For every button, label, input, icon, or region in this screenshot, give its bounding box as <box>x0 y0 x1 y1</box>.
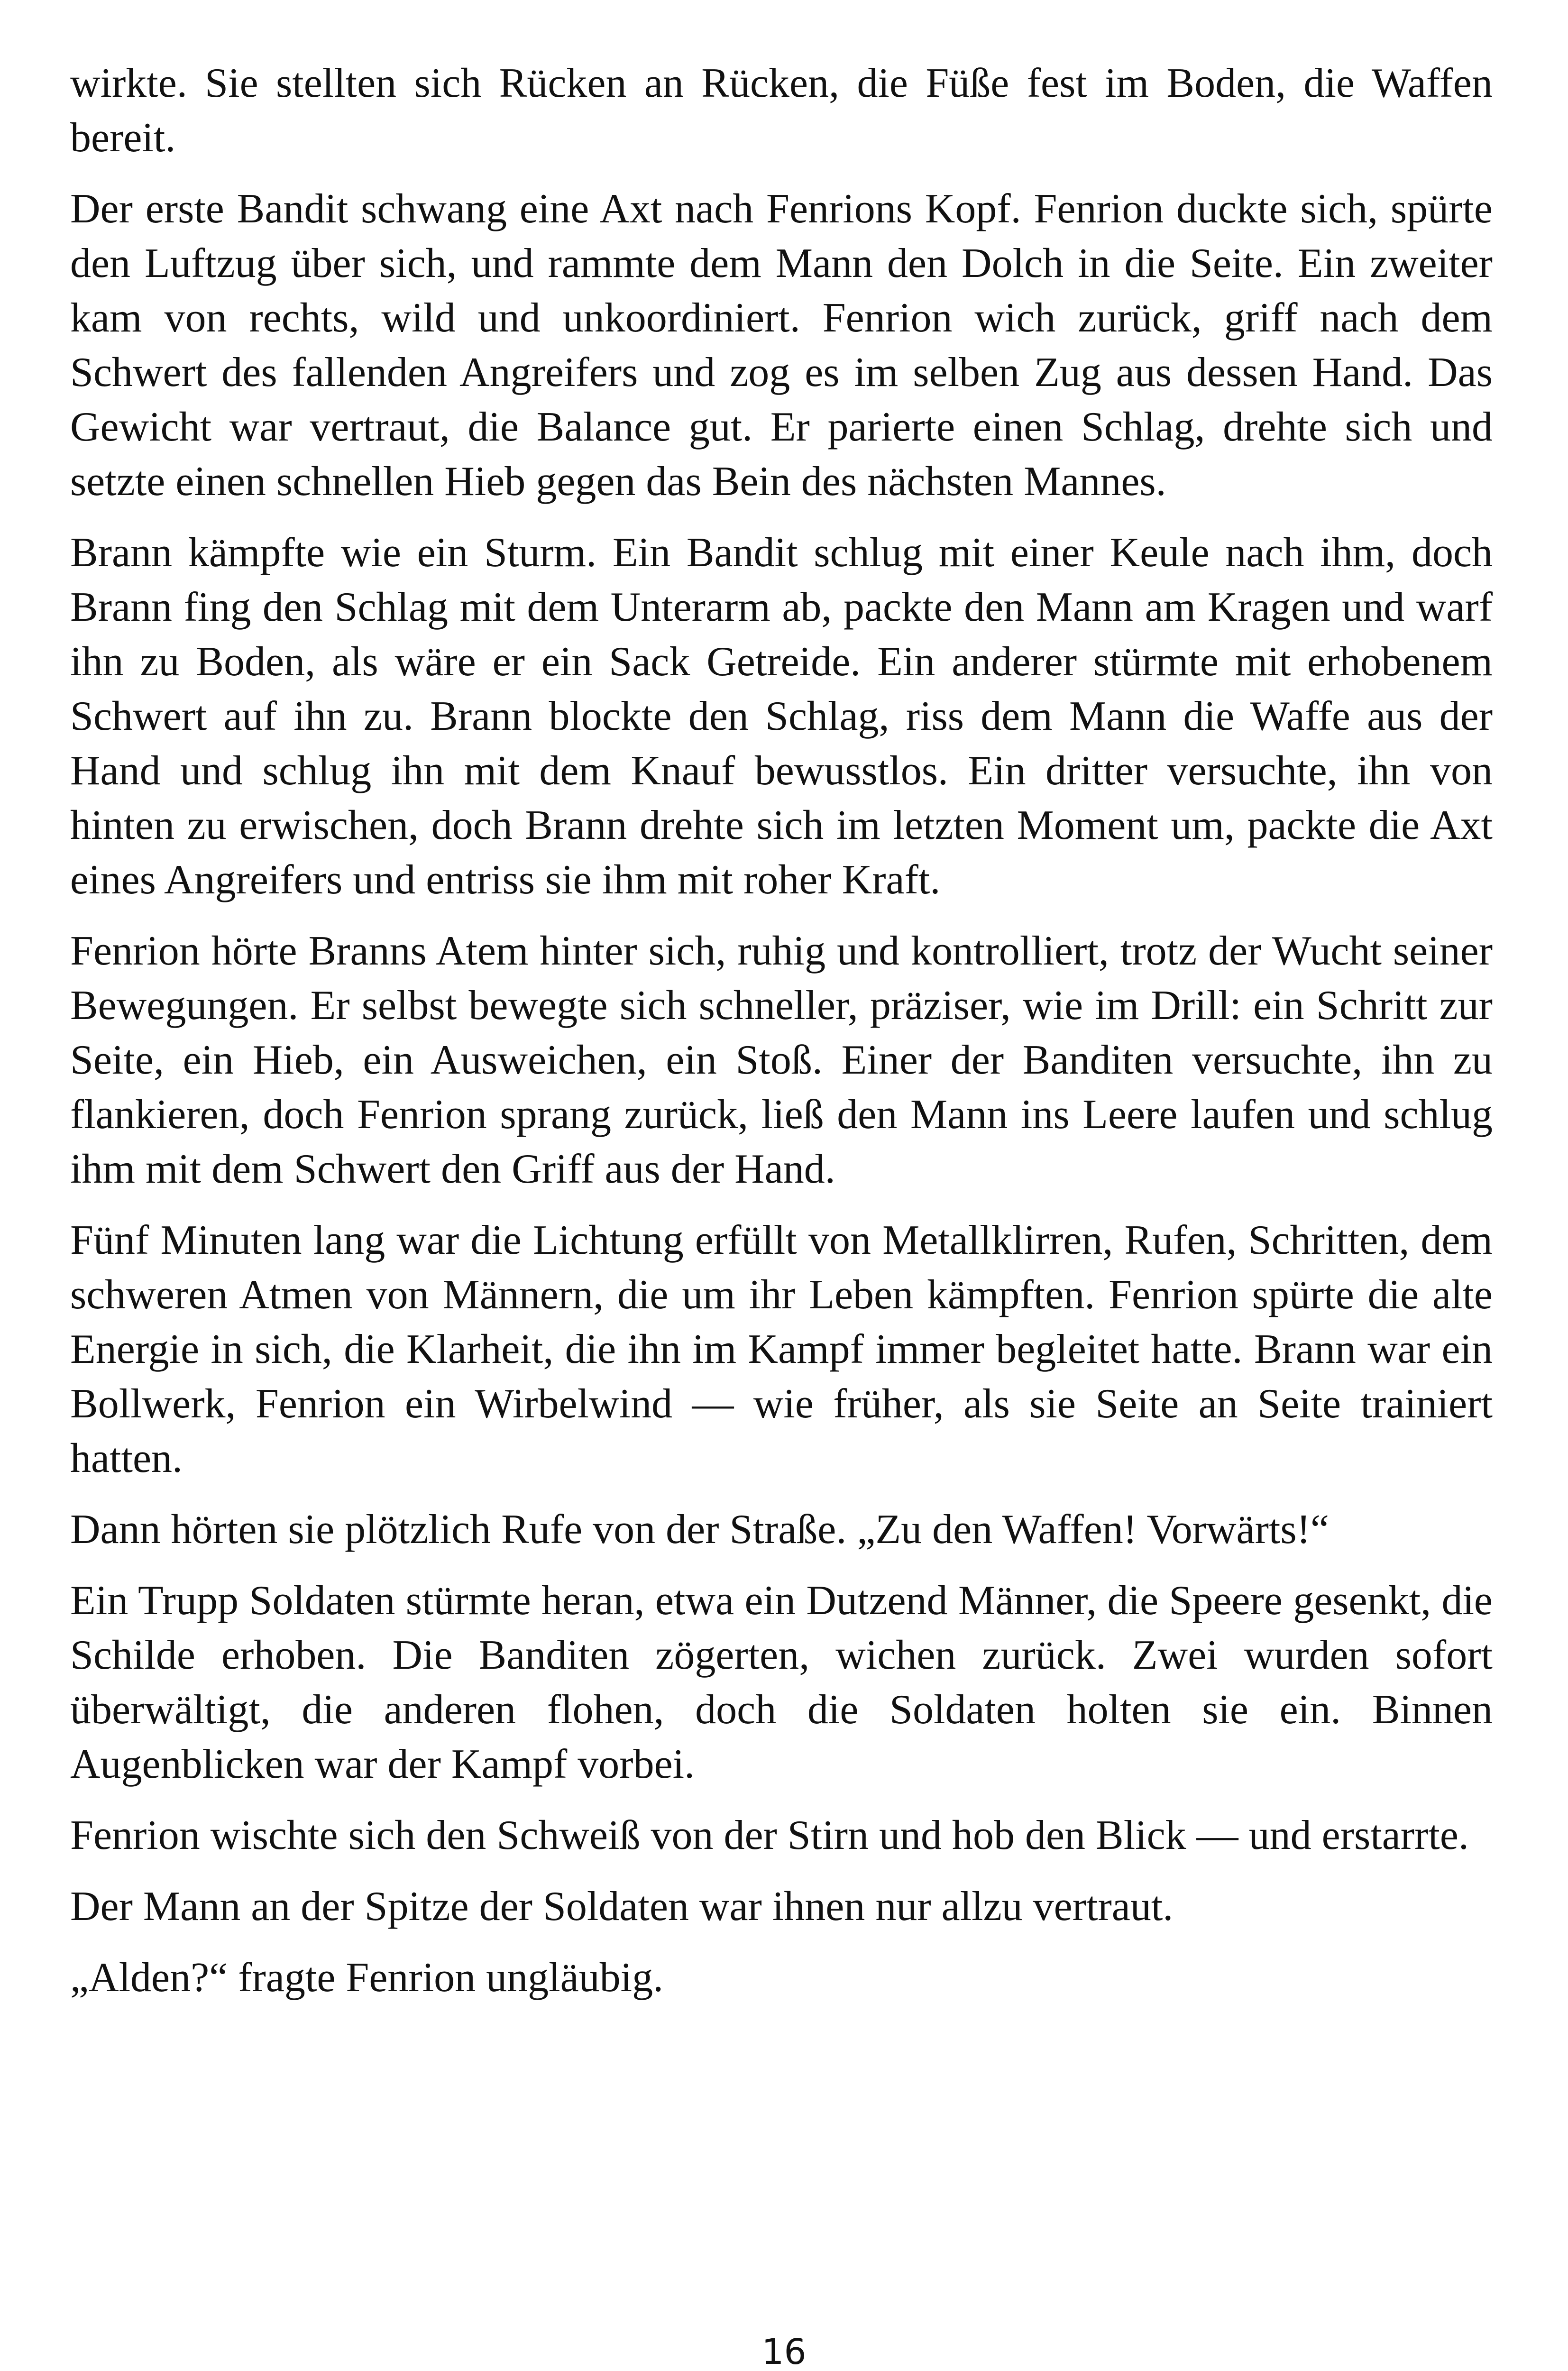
page-number: 16 <box>761 2332 807 2371</box>
body-text <box>70 56 1493 2022</box>
paragraph: Der Mann an der Spitze der Soldaten war ihnen nur allzu vertraut. <box>70 1884 1174 1930</box>
paragraph: Ein Trupp Soldaten stürmte heran, etwa ein Dutzend Männer, die Speere gesenkt, die Schilde erhoben. Die Banditen zögerten, wichen zurück. Zwei wurden sofort überwältigt, die anderen flohen, doch die Soldaten holten sie ein. Binnen Augenblicken war der Kampf vorbei. <box>70 1578 1493 1787</box>
paragraph: „Alden?“ fragte Fenrion ungläubig. <box>70 1955 664 2001</box>
paragraph: Fünf Minuten lang war die Lichtung erfüllt von Metallklirren, Rufen, Schritten, dem schweren Atmen von Männern, die um ihr Leben kämpften. Fenrion spürte die alte Energie in sich, die Klarheit, die ihn im Kampf immer begleitet hatte. Brann war ein Bollwerk, Fenrion ein Wirbelwind — wie früher, als sie Seite an Seite trainiert hatten. <box>70 1217 1493 1481</box>
paragraph: wirkte. Sie stellten sich Rücken an Rücken, die Füße fest im Boden, die Waffen bereit. <box>70 60 1493 161</box>
paragraph: Fenrion wischte sich den Schweiß von der Stirn und hob den Blick — und erstarrte. <box>70 1812 1469 1858</box>
paragraph: Brann kämpfte wie ein Sturm. Ein Bandit schlug mit einer Keule nach ihm, doch Brann fing den Schlag mit dem Unterarm ab, packte den Mann am Kragen und warf ihn zu Boden, als wäre er ein Sack Getreide. Ein anderer stürmte mit erhobenem Schwert auf ihn zu. Brann blockte den Schlag, riss dem Mann die Waffe aus der Hand und schlug ihn mit dem Knauf bewusstlos. Ein dritter versuchte, ihn von hinten zu erwischen, doch Brann drehte sich im letzten Moment um, packte die Axt eines Angreifers und entriss sie ihm mit roher Kraft. <box>70 530 1493 903</box>
paragraph: Dann hörten sie plötzlich Rufe von der Straße. „Zu den Waffen! Vorwärts!“ <box>70 1507 1329 1553</box>
paragraph: Fenrion hörte Branns Atem hinter sich, ruhig und kontrolliert, trotz der Wucht seiner Bewegungen. Er selbst bewegte sich schneller, präziser, wie im Drill: ein Schritt zur Seite, ein Hieb, ein Ausweichen, ein Stoß. Einer der Banditen versuchte, ihn zu flankieren, doch Fenrion sprang zurück, ließ den Mann ins Leere laufen und schlug ihm mit dem Schwert den Griff aus der Hand. <box>70 928 1493 1192</box>
paragraph: Der erste Bandit schwang eine Axt nach Fenrions Kopf. Fenrion duckte sich, spürte den Luftzug über sich, und rammte dem Mann den Dolch in die Seite. Ein zweiter kam von rechts, wild und unkoordiniert. Fenrion wich zurück, griff nach dem Schwert des fallenden Angreifers und zog es im selben Zug aus dessen Hand. Das Gewicht war vertraut, die Balance gut. Er parierte einen Schlag, drehte sich und setzte einen schnellen Hieb gegen das Bein des nächsten Mannes. <box>70 186 1493 505</box>
